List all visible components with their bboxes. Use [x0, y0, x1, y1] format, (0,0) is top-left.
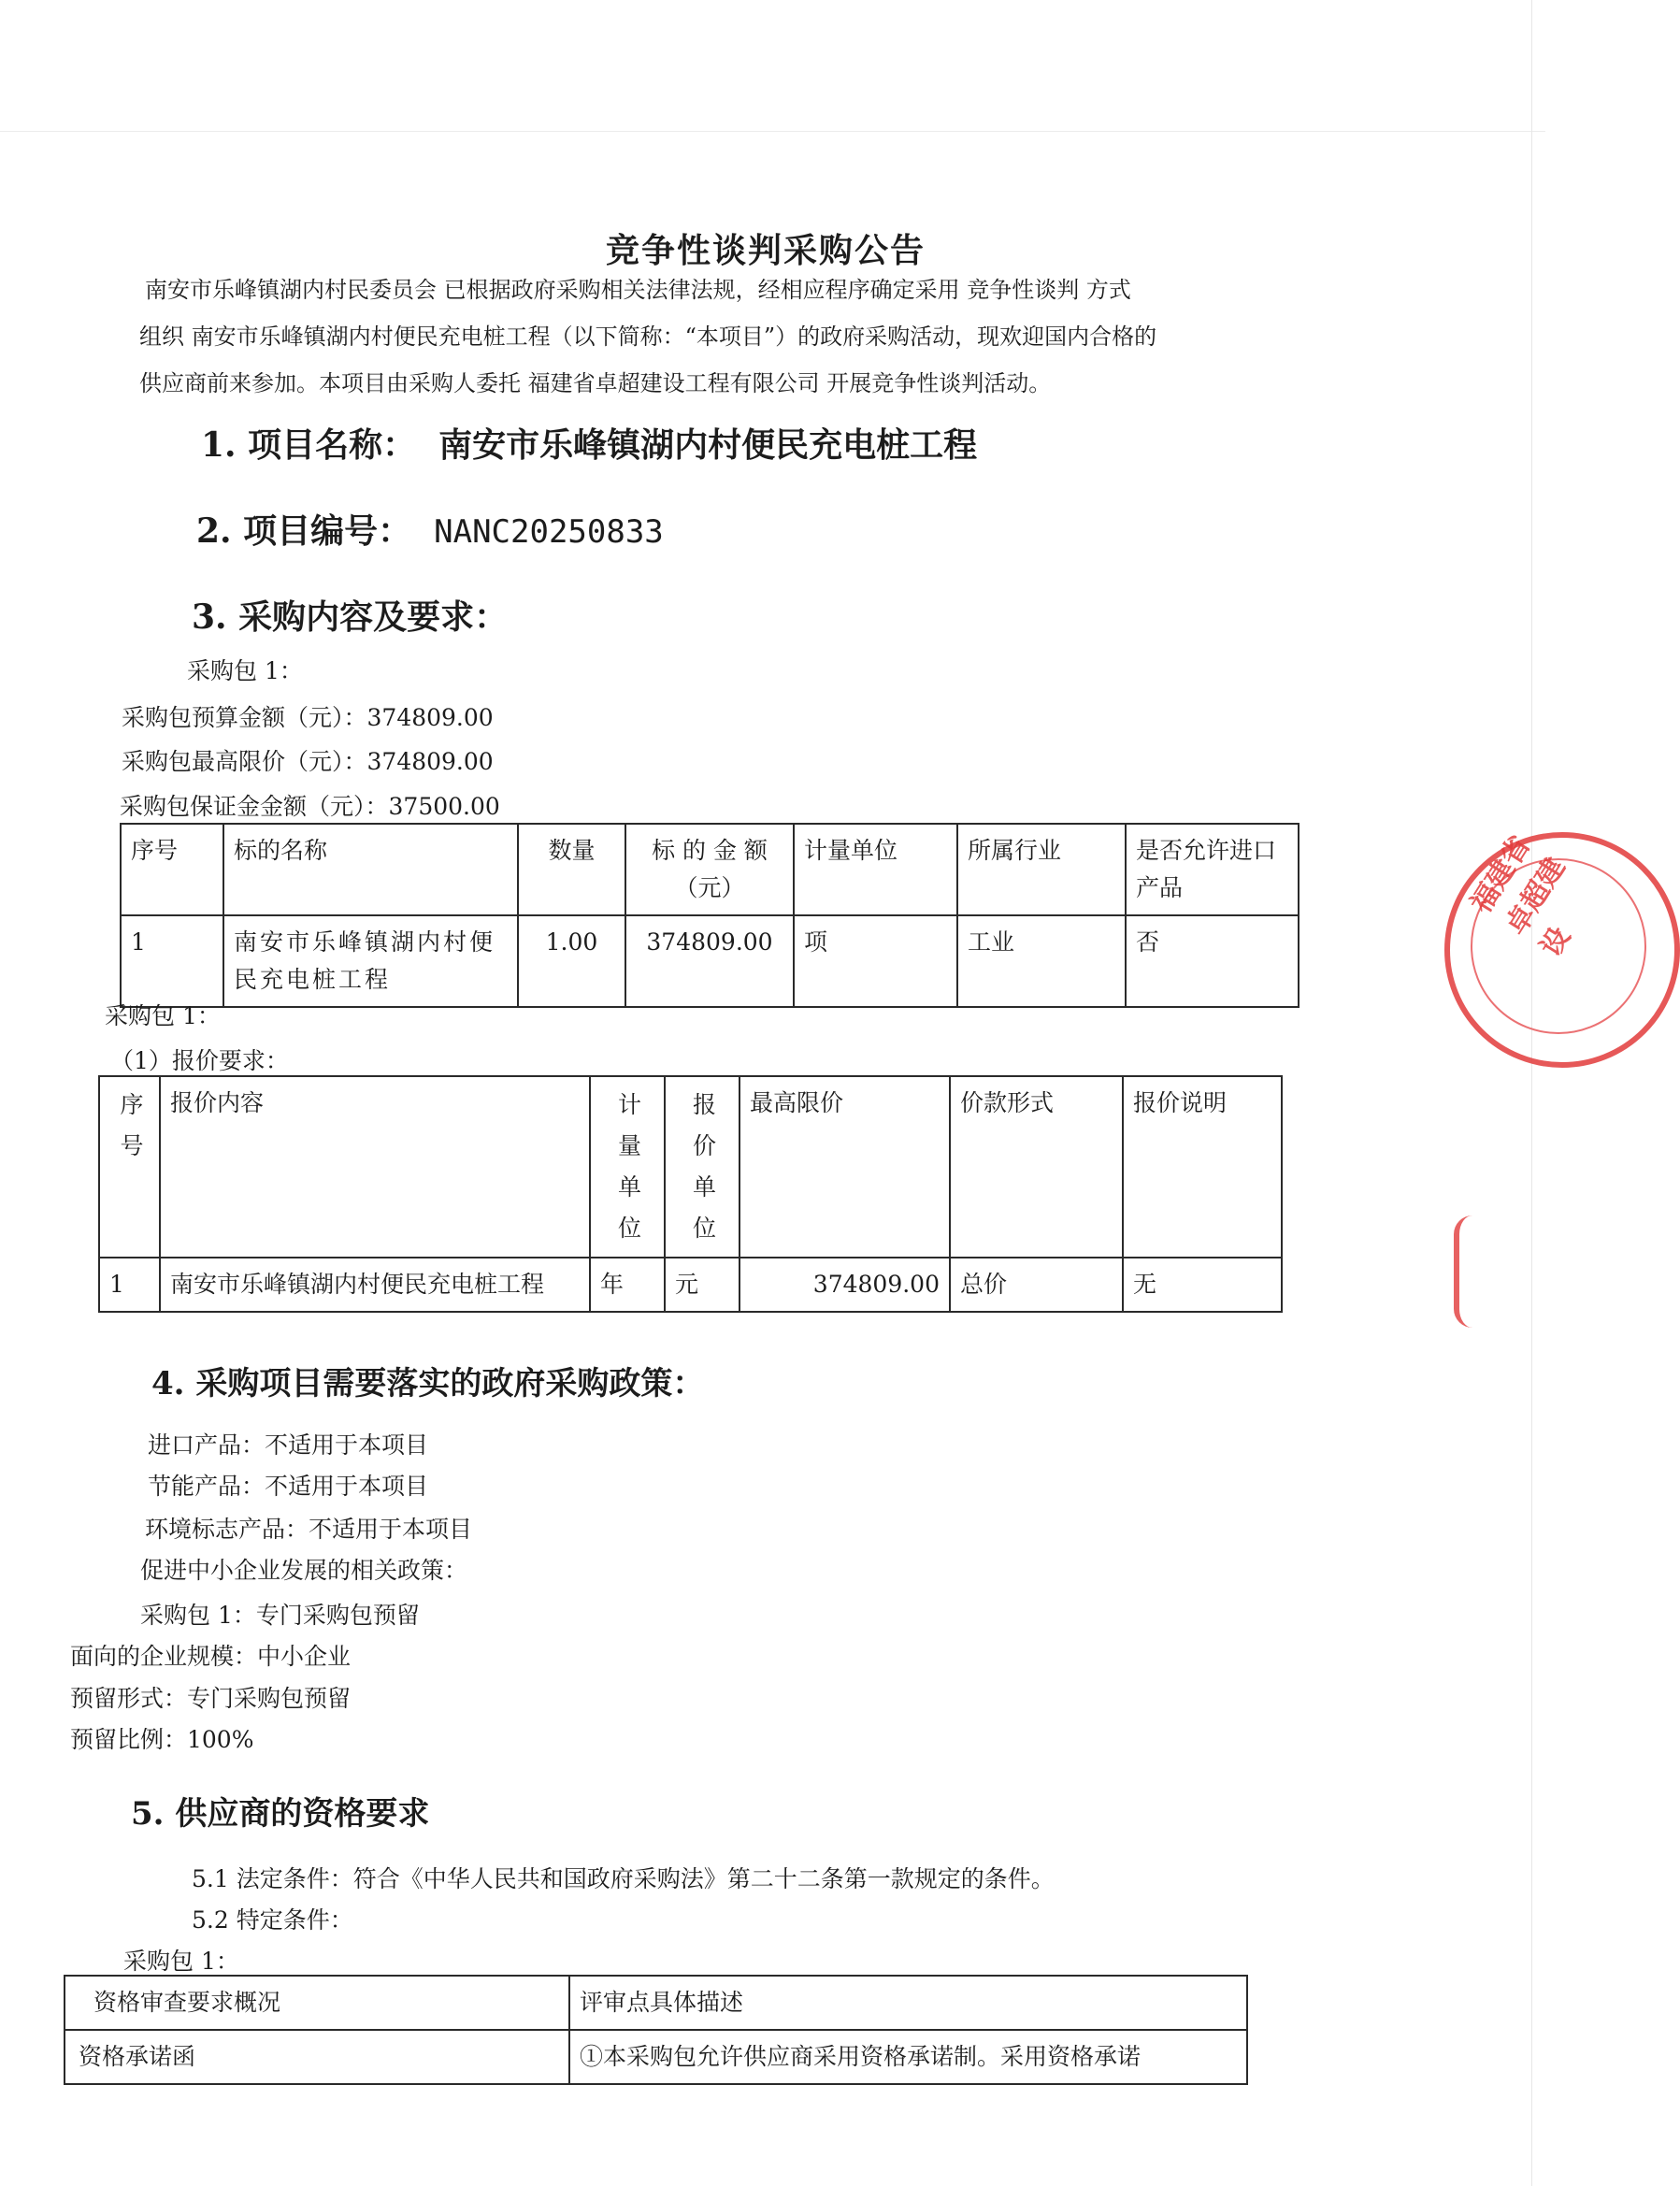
cell: 1: [99, 1258, 160, 1312]
header-cell: 报价内容: [160, 1076, 590, 1258]
table-row: [121, 915, 1299, 1007]
header-cell: 标 的 金 额（元）: [625, 824, 794, 915]
header-text: 序号: [120, 1091, 144, 1159]
budget-line: 采购包预算金额（元）：374809.00: [122, 704, 494, 731]
header-cell: 是否允许进口产品: [1126, 824, 1299, 915]
intro-paragraph: [139, 266, 1388, 407]
intro-line: 组织 南安市乐峰镇湖内村便民充电桩工程（以下简称：“本项目”）的政府采购活动，现欢迎国内合格的: [139, 324, 1157, 350]
header-cell: 序号: [121, 824, 223, 915]
deposit-line: 采购包保证金金额（元）：37500.00: [120, 793, 500, 820]
policy-line: 预留形式：专门采购包预留: [70, 1685, 352, 1712]
header-cell: 所属行业: [957, 824, 1126, 915]
cell: 无: [1123, 1258, 1282, 1312]
policy-line: 环境标志产品：不适用于本项目: [145, 1516, 473, 1543]
scan-top-edge: [0, 131, 1545, 132]
header-cell: 标的名称: [223, 824, 518, 915]
cell: 1: [121, 915, 223, 1007]
header-cell: 报价说明: [1123, 1076, 1282, 1258]
header-cell: 数量: [518, 824, 625, 915]
package-heading: 采购包 1：: [123, 1948, 239, 1975]
cell: 374809.00: [625, 915, 794, 1007]
table-row: [99, 1258, 1282, 1312]
cell: ①本采购包允许供应商采用资格承诺制。采用资格承诺: [569, 2030, 1247, 2084]
requirement-5-2: 5.2 特定条件：: [192, 1906, 353, 1934]
section-4-heading: 4. 采购项目需要落实的政府采购政策：: [151, 1365, 705, 1402]
project-name-value: 南安市乐峰镇湖内村便民充电桩工程: [438, 425, 978, 465]
header-cell: [665, 1076, 739, 1258]
cell: 工业: [957, 915, 1126, 1007]
quote-requirements-table: [98, 1075, 1283, 1313]
project-no-label: 2. 项目编号：: [196, 511, 412, 551]
qualification-table: [64, 1975, 1248, 2085]
project-name-heading: [201, 419, 977, 467]
cell: 南安市乐峰镇湖内村便民充电桩工程: [223, 915, 518, 1007]
seal-fragment: [1454, 1215, 1474, 1328]
cell: 否: [1126, 915, 1299, 1007]
page-title: 竞争性谈判采购公告: [606, 231, 926, 270]
cell: 总价: [950, 1258, 1123, 1312]
cell: 南安市乐峰镇湖内村便民充电桩工程: [160, 1258, 590, 1312]
cell: 元: [665, 1258, 739, 1312]
requirement-5-1: 5.1 法定条件：符合《中华人民共和国政府采购法》第二十二条第一款规定的条件。: [192, 1865, 1055, 1892]
project-name-label: 1. 项目名称：: [201, 425, 417, 465]
cell: 1.00: [518, 915, 625, 1007]
intro-line: 南安市乐峰镇湖内村民委员会 已根据政府采购相关法律法规，经相应程序确定采用 竞争性谈判 方式: [145, 277, 1131, 303]
header-cell: [590, 1076, 665, 1258]
package-heading: 采购包 1：: [105, 1002, 221, 1029]
header-cell: [99, 1076, 160, 1258]
policy-line: 预留比例：100%: [70, 1726, 254, 1753]
package-heading: 采购包 1：: [187, 657, 303, 684]
project-no-heading: [196, 505, 664, 553]
table-header-row: [121, 824, 1299, 915]
cell: 项: [794, 915, 957, 1007]
section-3-heading: 3. 采购内容及要求：: [192, 597, 509, 637]
procurement-items-table: [120, 823, 1299, 1008]
scan-right-edge: [1531, 0, 1532, 2186]
table-header-row: [99, 1076, 1282, 1258]
header-cell: 计量单位: [794, 824, 957, 915]
policy-line: 面向的企业规模：中小企业: [70, 1643, 352, 1670]
table-header-row: [65, 1976, 1247, 2030]
header-cell: 价款形式: [950, 1076, 1123, 1258]
policy-line: 采购包 1：专门采购包预留: [140, 1602, 420, 1629]
policy-line: 节能产品：不适用于本项目: [148, 1473, 429, 1500]
max-price-line: 采购包最高限价（元）：374809.00: [122, 748, 494, 775]
header-text: 计量单位: [618, 1091, 642, 1242]
policy-line: 促进中小企业发展的相关政策：: [140, 1557, 468, 1584]
intro-line: 供应商前来参加。本项目由采购人委托 福建省卓超建设工程有限公司 开展竞争性谈判活动。: [139, 370, 1052, 396]
seal-text: 福建省卓超建设: [1464, 829, 1577, 963]
quote-requirement-heading: （1）报价要求：: [110, 1047, 289, 1074]
policy-line: 进口产品：不适用于本项目: [148, 1431, 429, 1459]
cell: 374809.00: [739, 1258, 950, 1312]
header-cell: 评审点具体描述: [569, 1976, 1247, 2030]
section-5-heading: 5. 供应商的资格要求: [131, 1795, 430, 1833]
header-text: 报价单位: [693, 1091, 717, 1242]
cell: 年: [590, 1258, 665, 1312]
cell: 资格承诺函: [65, 2030, 569, 2084]
table-row: [65, 2030, 1247, 2084]
project-no-value: NANC20250833: [434, 513, 664, 551]
header-cell: 资格审查要求概况: [65, 1976, 569, 2030]
header-cell: 最高限价: [739, 1076, 950, 1258]
